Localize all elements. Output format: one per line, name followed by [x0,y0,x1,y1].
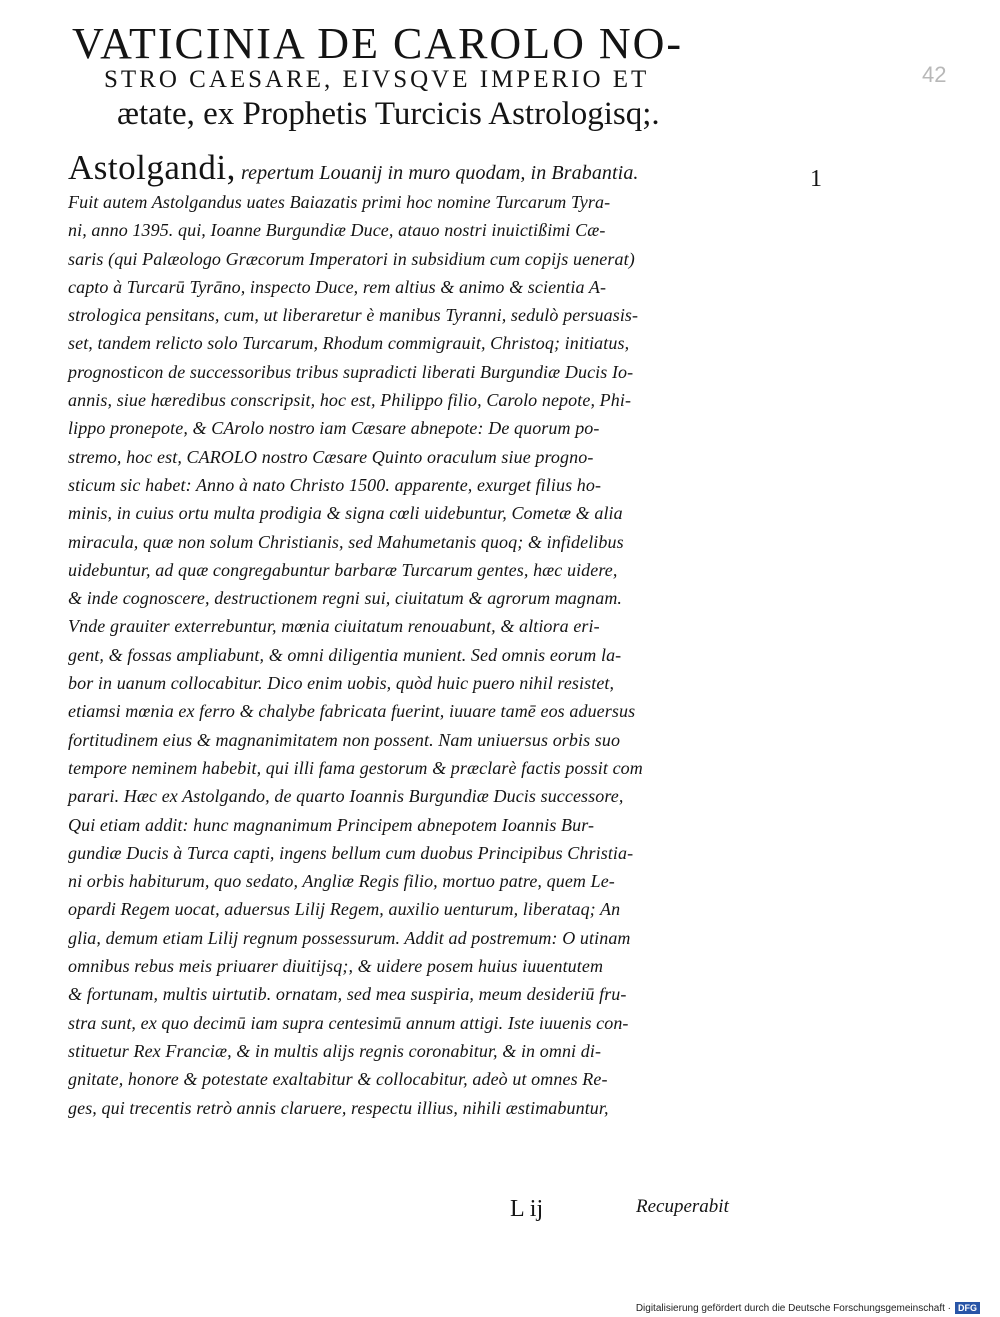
text-line: etiamsi mœnia ex ferro & chalybe fabricata fuerint, iuuare tamē eos aduersus [68,701,636,722]
body-text [68,148,768,1122]
text-line: & inde cognoscere, destructionem regni sui, ciuitatum & agrorum magnam. [68,588,623,609]
title-line-3: ætate, ex Prophetis Turcicis Astrologisq;. [117,96,660,132]
title-line-2: STRO CAESARE, EIVSQVE IMPERIO ET [104,66,650,93]
text-line: lippo pronepote, & CArolo nostro iam Cæsare abnepote: De quorum po- [68,418,600,439]
text-line: stituetur Rex Franciæ, & in multis alijs regnis coronabitur, & in omni di- [68,1040,602,1061]
text-line: ni orbis habiturum, quo sedato, Angliæ Regis filio, mortuo patre, quem Le- [68,871,615,892]
text-line: set, tandem relicto solo Turcarum, Rhodum commigrauit, Christoq; initiatus, [68,333,630,354]
first-word: Astolgandi, [68,148,236,187]
text-line: gnitate, honore & potestate exaltabitur & collocabitur, adeò ut omnes Re- [68,1069,608,1090]
text-line: minis, in cuius ortu multa prodigia & signa cœli uidebuntur, Cometæ & alia [68,503,623,524]
text-line: opardi Regem uocat, aduersus Lilij Regem, auxilio uenturum, liberataq; An [68,899,621,920]
text-line: parari. Hæc ex Astolgando, de quarto Ioannis Burgundiæ Ducis successore, [68,786,624,807]
first-line [68,148,768,188]
catchword: Recuperabit [636,1196,729,1217]
dfg-logo: DFG [955,1302,980,1314]
text-line: Vnde grauiter exterrebuntur, mœnia ciuitatum renouabunt, & altiora eri- [68,616,600,637]
margin-number: 1 [810,166,822,192]
text-line: annis, siue hæredibus conscripsit, hoc est, Philippo filio, Carolo nepote, Phi- [68,390,632,411]
text-line: saris (qui Palæologo Græcorum Imperatori in subsidium cum copijs uenerat) [68,248,635,269]
text-line: prognosticon de successoribus tribus supradicti liberati Burgundiæ Ducis Io- [68,361,634,382]
text-line: miracula, quæ non solum Christianis, sed Mahumetanis quoq; & infidelibus [68,531,624,552]
text-line: uidebuntur, ad quæ congregabuntur barbaræ Turcarum gentes, hæc uidere, [68,559,618,580]
title-line-1: VATICINIA DE CAROLO NO- [72,19,684,68]
text-line: ges, qui trecentis retrò annis claruere, respectu illius, nihili æstimabuntur, [68,1097,609,1118]
text-line: & fortunam, multis uirtutib. ornatam, sed mea suspiria, meum desideriū fru- [68,984,627,1005]
text-line: Qui etiam addit: hunc magnanimum Principem abnepotem Ioannis Bur- [68,814,595,835]
text-line: omnibus rebus meis priuarer diuitijsq;, & uidere posem huius iuuentutem [68,956,604,977]
text-line: gundiæ Ducis à Turca capti, ingens bellum cum duobus Principibus Christia- [68,842,634,863]
text-line: Fuit autem Astolgandus uates Baiazatis primi hoc nomine Turcarum Tyra- [68,192,611,212]
text-line: stra sunt, ex quo decimū iam supra centesimū annum attigi. Iste iuuenis con- [68,1012,629,1033]
text-line: stremo, hoc est, CAROLO nostro Cæsare Quinto oraculum siue progno- [68,446,594,467]
text-line: capto à Turcarū Tyrāno, inspecto Duce, rem altius & animo & scientia A- [68,276,607,297]
first-line-rest: repertum Louanij in muro quodam, in Brabantia. [235,162,639,184]
digitization-credit [636,1302,980,1314]
signature-mark: L ij [510,1196,544,1222]
text-line: glia, demum etiam Lilij regnum possessurum. Addit ad postremum: O utinam [68,927,631,948]
text-line: gent, & fossas ampliabunt, & omni diligentia munient. Sed omnis eorum la- [68,644,622,665]
text-line: ni, anno 1395. qui, Ioanne Burgundiæ Duce, atauo nostri inuictißimi Cæ- [68,220,606,241]
credit-text: Digitalisierung gefördert durch die Deutsche Forschungsgemeinschaft · [635,1302,951,1314]
text-line: strologica pensitans, cum, ut liberaretur è manibus Tyranni, sedulò persuasis- [68,305,639,326]
text-line: bor in uanum collocabitur. Dico enim uobis, quòd huic puero nihil resistet, [68,673,615,694]
pencil-folio-number: 42 [922,62,947,87]
text-line: tempore neminem habebit, qui illi fama gestorum & præclarè factis possit com [68,757,643,778]
text-line: fortitudinem eius & magnanimitatem non possent. Nam uniuersus orbis suo [68,729,621,750]
text-line: sticum sic habet: Anno à nato Christo 1500. apparente, exurget filius ho- [68,474,602,495]
